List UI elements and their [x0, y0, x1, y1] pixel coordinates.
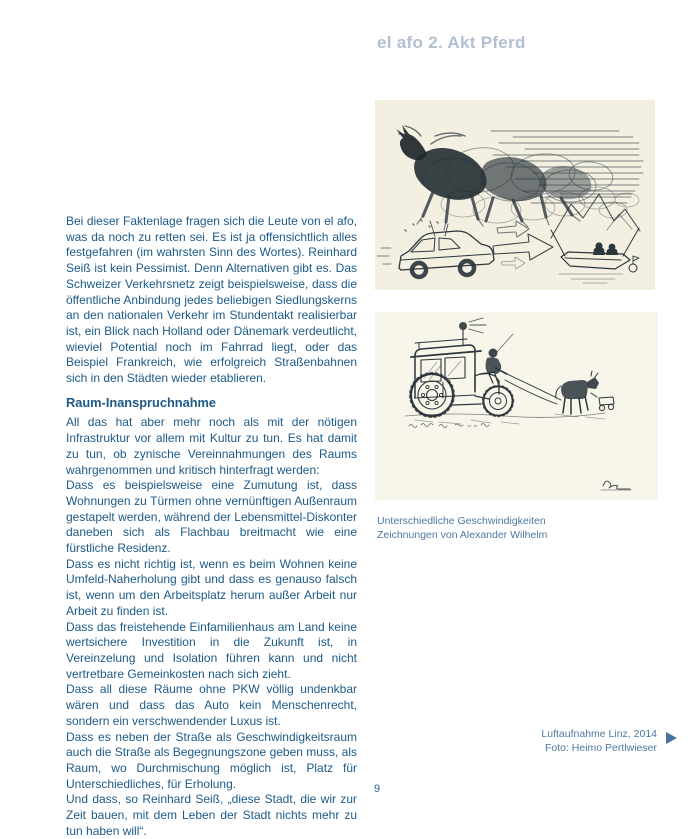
- figure-caption: [377, 514, 547, 542]
- truck-pulled-by-horse-sketch-image: [375, 312, 658, 500]
- figure-speed-sketch: [375, 100, 655, 290]
- running-head: el afo 2. Akt Pferd: [377, 33, 526, 52]
- page-number: 9: [373, 783, 381, 795]
- article-text-column: [66, 214, 357, 839]
- article-paragraph: Und dass, so Reinhard Seiß, „diese Stadt, die wir zur Zeit bauen, mit dem Leben der Stadt nichts mehr zu tun haben will“.: [66, 792, 357, 838]
- article-paragraph: Dass es nicht richtig ist, wenn es beim Wohnen keine Umfeld-Naherholung gibt und dass es genauso falsch ist, wenn um den Arbeitsplatz herum außer Arbeit nur Arbeit zu finden ist.: [66, 556, 357, 618]
- article-paragraph: Dass all diese Räume ohne PKW völlig undenkbar wären und dass das Auto kein Menschenrecht, sondern ein verschwendender Luxus ist.: [66, 682, 357, 728]
- photo-reference-caption: [541, 727, 657, 755]
- figure-caption-line2: Zeichnungen von Alexander Wilhelm: [377, 529, 548, 541]
- section-heading: Raum-Inanspruchnahme: [66, 394, 217, 410]
- article-paragraph: Dass das freistehende Einfamilienhaus am Land keine wertsichere Investition in die Zukunft ist, in Vereinzelung und Isolation führen kann und nicht vertretbare Gemeinkosten nach sich zieht.: [66, 619, 357, 681]
- article-paragraph: Dass es neben der Straße als Geschwindigkeitsraum auch die Straße als Begegnungszone geben muss, als Raum, wo Durchmischung möglich ist, Platz für Unterschiedliches, für Erholung.: [66, 729, 357, 791]
- article-paragraph: All das hat aber mehr noch als mit der nötigen Infrastruktur vor allem mit Kultur zu tun. Es hat damit zu tun, ob zynische Vereinnahmungen des Raums wahrgenommen und kritisch hinterfragt werden:: [66, 415, 357, 477]
- figure-horse-cart-sketch: [375, 312, 658, 500]
- article-paragraph: Bei dieser Faktenlage fragen sich die Leute von el afo, was da noch zu retten sei. Es ist ja offensichtlich alles festgefahren (im wahrsten Sinn des Wortes). Reinhard Seiß ist kein Pessimist. Denn Alternativen gibt es. Das Schweizer Verkehrsnetz zeigt beispielsweise, dass die öffentliche Anbindung jedes beliebigen Siedlungskerns an den nationalen Verkehr im Stundentakt realisierbar ist, ein Blick nach Holland oder Dänemark verdeutlicht, wieviel Potential noch im Fahrrad liegt, oder das Beispiel Frankreich, wie erfolgreich Straßenbahnen sich in den Städten wieder etablieren.: [66, 214, 357, 386]
- photo-caption-line1: Luftaufnahme Linz, 2014: [541, 728, 657, 740]
- photo-caption-line2: Foto: Heimo Pertlwieser: [544, 742, 657, 754]
- triangle-right-icon: [666, 732, 677, 744]
- article-paragraph: Dass es beispielsweise eine Zumutung ist, dass Wohnungen zu Türmen ohne vernünftigen Außenraum gestapelt werden, während der Lebensmittel-Diskonter daneben sich als Flachbau breitmacht wie eine fürstliche Residenz.: [66, 478, 357, 556]
- horses-car-boat-sketch-image: [375, 100, 655, 290]
- figure-caption-line1: Unterschiedliche Geschwindigkeiten: [377, 515, 546, 527]
